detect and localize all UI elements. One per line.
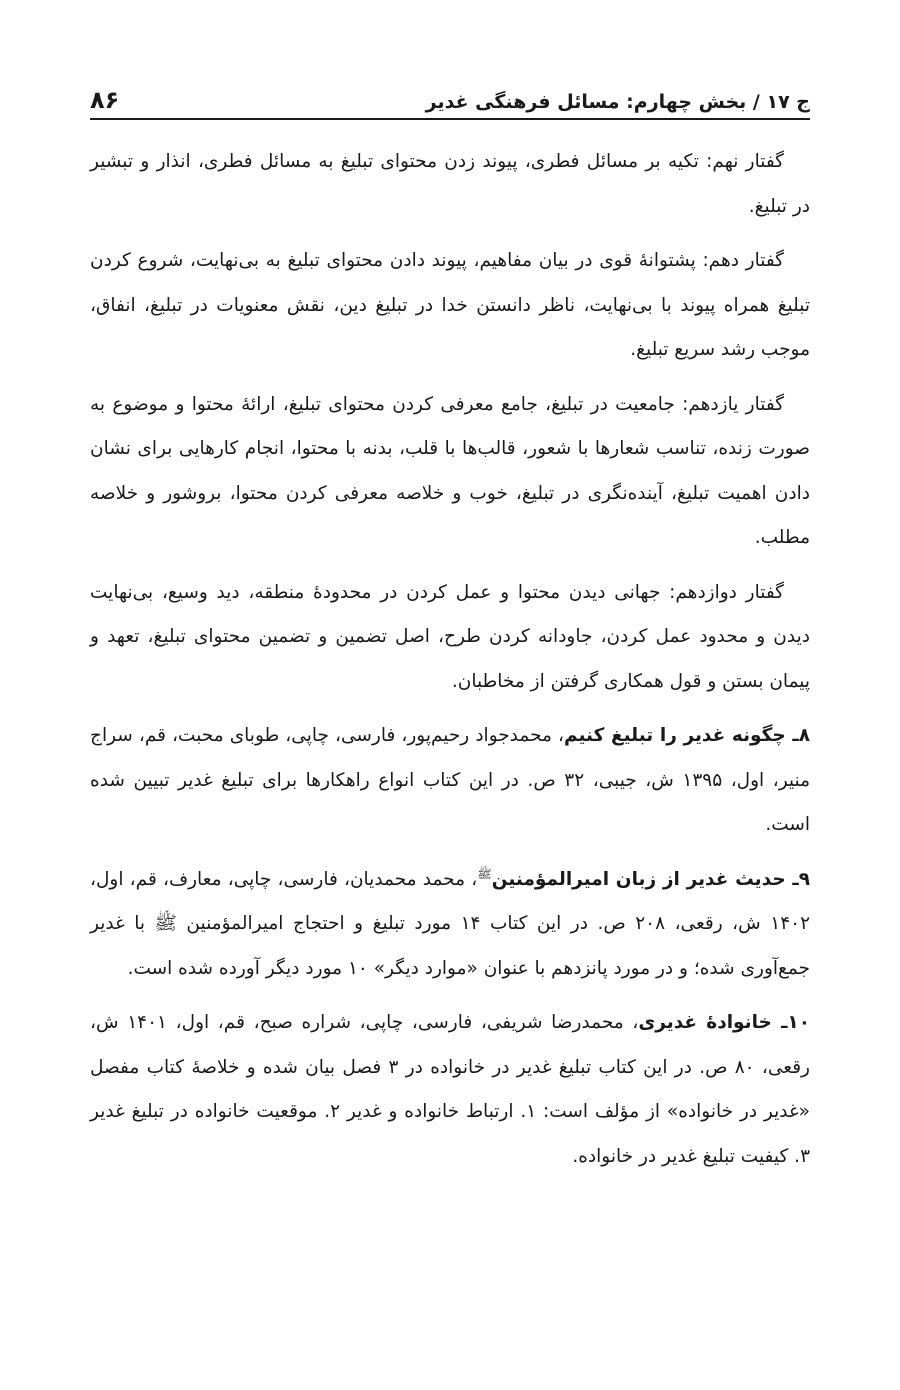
page-content <box>90 140 810 1179</box>
running-head <box>90 68 810 120</box>
honorific-symbol: ﷺ <box>477 866 492 881</box>
paragraph-text: گفتار نهم: تکیه بر مسائل فطری، پیوند زدن محتوای تبلیغ به مسائل فطری، انذار و تبشیر در تبلیغ. <box>90 151 810 217</box>
paragraph-lecture-10 <box>90 239 810 373</box>
paragraph-lecture-9 <box>90 140 810 229</box>
book-entry-9 <box>90 858 810 992</box>
paragraph-lecture-12 <box>90 571 810 705</box>
paragraph-text: گفتار دوازدهم: جهانی دیدن محتوا و عمل کردن در محدودۀ منطقه، دید وسیع، بی‌نهایت دیدن و محدود عمل کردن، جاودانه کردن طرح، اصل تضمین و تضمین محتوای تبلیغ، تعهد و پیمان بستن و قول همکاری گرفتن از مخاطبان. <box>90 581 810 692</box>
page-number: ۸۶ <box>90 86 120 114</box>
book-title: ۱۰ـ خانوادۀ غدیری <box>638 1012 810 1033</box>
book-entry-10 <box>90 1001 810 1179</box>
book-description: ، محمدجواد رحیم‌پور، فارسی، چاپی، طوبای محبت، قم، سراج منیر، اول، ۱۳۹۵ ش، جیبی، ۳۲ ص. در این کتاب انواع راهکارها برای تبلیغ غدیر تبیین شده است. <box>90 725 810 835</box>
book-title: ۹ـ حدیث غدیر از زبان امیرالمؤمنین <box>491 868 811 890</box>
book-description: ، محمدرضا شریفی، فارسی، چاپی، شراره صبح، قم، اول، ۱۴۰۱ ش، رقعی، ۸۰ ص. در این کتاب تبلیغ غدیر در خانواده در ۳ فصل بیان شده و خلاصۀ کتاب مفصل «غدیر در خانواده» از مؤلف است: ۱. ارتباط خانواده و غدیر ۲. موقعیت خانواده در تبلیغ غدیر ۳. کیفیت تبلیغ غدیر در خانواده. <box>90 1012 810 1167</box>
book-description: ، محمد محمدیان، فارسی، چاپی، معارف، قم، اول، ۱۴۰۲ ش، رقعی، ۲۰۸ ص. در این کتاب ۱۴ مورد تبلیغ و احتجاج امیرالمؤمنین ﷺ با غدیر جمع‌آوری شده؛ و در مورد پانزدهم با عنوان «موارد دیگر» ۱۰ مورد دیگر آورده شده است. <box>90 868 811 979</box>
paragraph-text: گفتار دهم: پشتوانۀ قوی در بیان مفاهیم، پیوند دادن محتوای تبلیغ به بی‌نهایت، شروع کردن تبلیغ همراه پیوند با بی‌نهایت، ناظر دانستن خدا در تبلیغ دین، نقش معنویات در تبلیغ، انفاق، موجب رشد سریع تبلیغ. <box>90 250 810 360</box>
book-entry-8 <box>90 714 810 848</box>
running-title: ج ۱۷ / بخش چهارم: مسائل فرهنگی غدیر <box>425 91 810 113</box>
paragraph-text: گفتار یازدهم: جامعیت در تبلیغ، جامع معرفی کردن محتوای تبلیغ، ارائۀ محتوا و موضوع به صورت زنده، تناسب شعارها با شعور، قالب‌ها با قلب، بدنه با محتوا، انجام کارهایی برای نشان دادن اهمیت تبلیغ، آینده‌نگری در تبلیغ، خوب و خلاصه معرفی کردن محتوا، بروشور و خلاصه مطلب. <box>90 393 810 548</box>
paragraph-lecture-11 <box>90 383 810 561</box>
book-title: ۸ـ چگونه غدیر را تبلیغ کنیم <box>563 725 810 746</box>
